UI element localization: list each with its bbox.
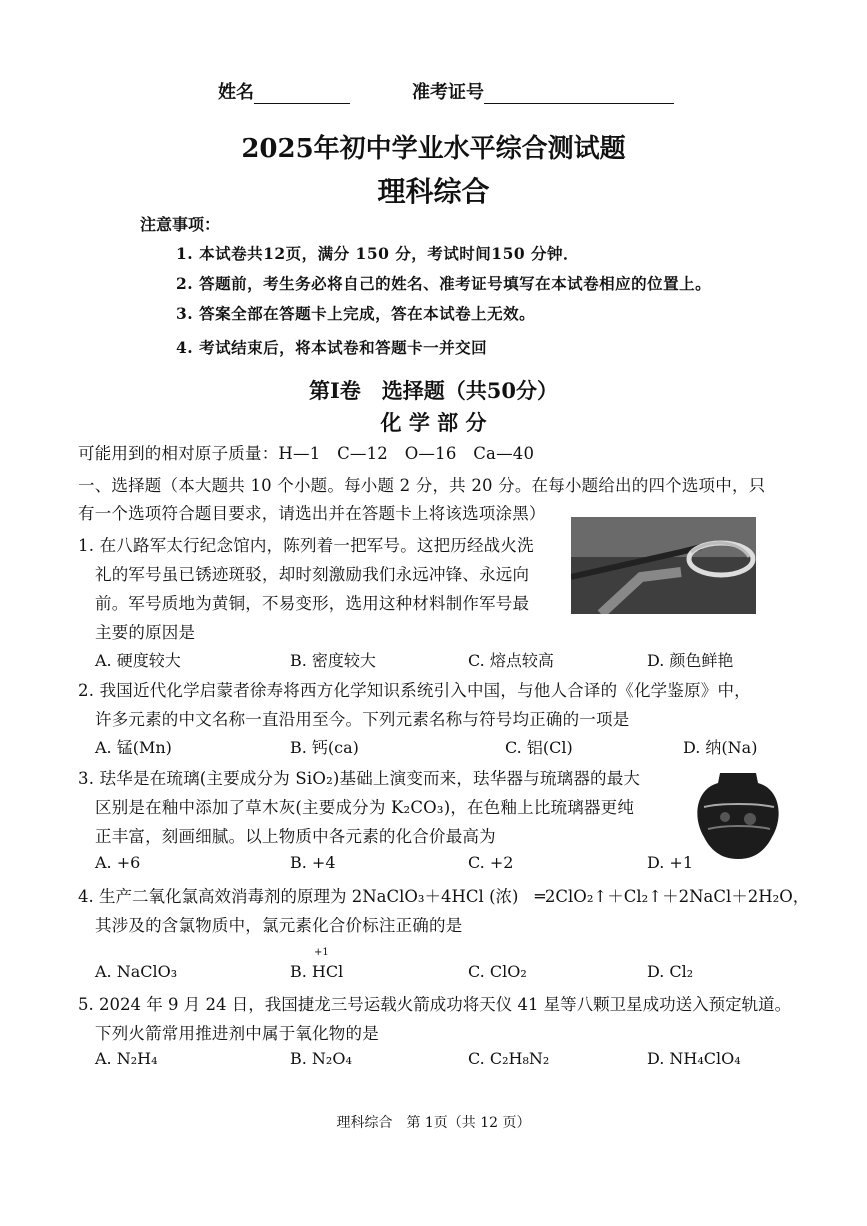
id-field-row (412, 78, 674, 104)
q2-option-a: A. 锰(Mn) (95, 738, 172, 757)
q4-option-d: D. Cl₂ (647, 962, 694, 981)
q5-option-b: B. N₂O₄ (290, 1049, 352, 1068)
q3-option-a: A. +6 (95, 853, 141, 872)
q3-line-2: 区别是在釉中添加了草木灰(主要成分为 K₂CO₃)，在色釉上比琉璃器更纯 (95, 798, 635, 817)
q2-line-2: 许多元素的中文名称一直沿用至今。下列元素名称与符号均正确的一项是 (95, 710, 630, 729)
q3-line-1: 3. 珐华是在琉璃(主要成分为 SiO₂)基础上演变而来，珐华器与琉璃器的最大 (78, 769, 641, 788)
q4-valence-annotation: +1 (314, 947, 329, 958)
q3-option-b: B. +4 (290, 853, 336, 872)
notice-item-4: 4. 考试结束后，将本试卷和答题卡一并交回 (176, 338, 488, 357)
q2-line-1: 2. 我国近代化学启蒙者徐寿将西方化学知识系统引入中国，与他人合译的《化学鉴原》中， (78, 681, 751, 700)
notice-item-3: 3. 答案全部在答题卡上完成，答在本试卷上无效。 (176, 304, 536, 323)
section-title: 化 学 部 分 (380, 410, 487, 435)
q4-option-c: C. ClO₂ (468, 962, 527, 981)
q5-option-d: D. NH₄ClO₄ (647, 1049, 741, 1068)
atomic-masses: 可能用到的相对原子质量：H—1 C—12 O—16 Ca—40 (78, 444, 535, 463)
q1-option-a: A. 硬度较大 (95, 651, 181, 670)
q4-line-2: 其涉及的含氯物质中，氯元素化合价标注正确的是 (95, 916, 463, 935)
notice-item-1: 1. 本试卷共12页，满分 150 分，考试时间150 分钟． (176, 244, 580, 263)
q4-line-1: 4. 生产二氧化氯高效消毒剂的原理为 2NaClO₃＋4HCl (浓) ═2ClO₂↑＋Cl₂↑＋2NaCl＋2H₂O， (78, 887, 810, 906)
q5-line-2: 下列火箭常用推进剂中属于氧化物的是 (95, 1024, 379, 1043)
q2-option-b: B. 钙(ca) (290, 738, 359, 757)
q1-line-1: 1. 在八路军太行纪念馆内，陈列着一把军号。这把历经战火洗 (78, 536, 534, 555)
q1-line-3: 前。军号质地为黄铜，不易变形，选用这种材料制作军号最 (95, 594, 530, 613)
id-label: 准考证号 (412, 82, 484, 103)
q2-option-c: C. 铝(Cl) (505, 738, 573, 757)
q3-option-c: C. +2 (468, 853, 514, 872)
q1-line-4: 主要的原因是 (95, 623, 196, 642)
page-footer: 理科综合 第 1页（共 12 页） (336, 1115, 531, 1131)
id-blank (484, 85, 674, 104)
q1-line-2: 礼的军号虽已锈迹斑驳，却时刻激励我们永远冲锋、永远向 (95, 565, 530, 584)
bugle-photo (571, 517, 756, 614)
q4-option-a: A. NaClO₃ (95, 962, 178, 981)
q5-option-a: A. N₂H₄ (95, 1049, 158, 1068)
q2-option-d: D. 纳(Na) (683, 738, 758, 757)
q1-option-c: C. 熔点较高 (468, 651, 554, 670)
section-intro-1: 一、选择题（本大题共 10 个小题。每小题 2 分，共 20 分。在每小题给出的四个选项中，只 (78, 476, 766, 495)
part-title: 第Ⅰ卷 选择题（共50分） (308, 378, 559, 403)
q3-option-d: D. +1 (647, 853, 694, 872)
notice-heading: 注意事项： (140, 215, 221, 234)
name-label: 姓名 (218, 82, 254, 103)
exam-subtitle: 理科综合 (377, 175, 490, 208)
q5-option-c: C. C₂H₈N₂ (468, 1049, 550, 1068)
q1-option-b: B. 密度较大 (290, 651, 376, 670)
notice-item-2: 2. 答题前，考生务必将自己的姓名、准考证号填写在本试卷相应的位置上。 (176, 274, 712, 293)
q4-option-b: B. HCl (290, 962, 344, 981)
name-blank (254, 85, 350, 104)
q3-line-3: 正丰富，刻画细腻。以上物质中各元素的化合价最高为 (95, 827, 496, 846)
fahua-jar-photo (690, 767, 786, 863)
section-intro-2: 有一个选项符合题目要求，请选出并在答题卡上将该选项涂黑） (78, 504, 546, 523)
q1-option-d: D. 颜色鲜艳 (647, 651, 734, 670)
q5-line-1: 5. 2024 年 9 月 24 日，我国捷龙三号运载火箭成功将天仪 41 星等八颗卫星成功送入预定轨道。 (78, 995, 792, 1014)
exam-title: 2025年初中学业水平综合测试题 (241, 134, 626, 164)
name-field-row (218, 78, 350, 104)
